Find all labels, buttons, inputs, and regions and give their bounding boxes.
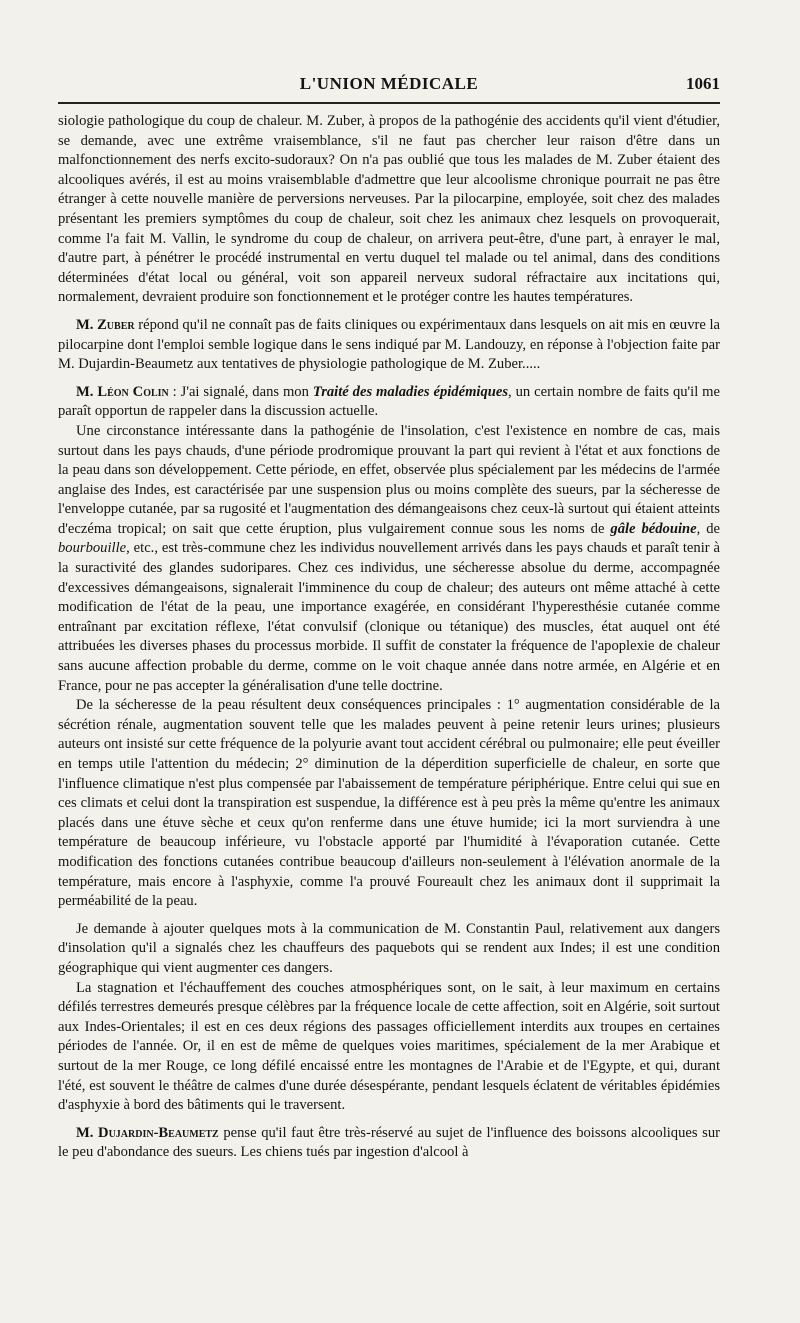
term-italic: bourbouille [58, 540, 127, 557]
paragraph-8: M. Dujardin-Beaumetz pense qu'il faut être très-réservé au sujet de l'influence des boissons alcooliques sur le peu d'abondance des sueurs. Les chiens tués par ingestion d'alcool à [58, 1124, 720, 1161]
speaker-name: M. Dujardin-Beaumetz [76, 1124, 219, 1141]
journal-title: L'UNION MÉDICALE [299, 74, 479, 93]
paragraph-6: Je demande à ajouter quelques mots à la communication de M. Constantin Paul, relativement aux dangers d'insolation qu'il a signalés chez les chauffeurs des paquebots qui se rendent aux Indes; il est une condition géographique qui vient augmenter ces dangers. [58, 920, 720, 976]
book-title: Traité des maladies épidémiques [312, 383, 509, 400]
speaker-name: M. Zuber [76, 316, 135, 333]
running-header [58, 74, 720, 98]
term-italic: gâle bédouine [610, 520, 697, 537]
paragraph-1: siologie pathologique du coup de chaleur. M. Zuber, à propos de la pathogénie des accidents qu'il vient d'étudier, se demande, avec une extrême vraisemblance, s'il ne faut pas chercher leur raison d'être dans un malfonctionnement des nerfs excito-sudoraux? On n'a pas oublié que tous les malades de M. Zuber étaient des alcooliques avérés, il est au moins vraisemblable d'admettre que leur alcoolisme chronique pourrait ne pas être étranger à cette nouvelle manière de perversions nerveuses. Par la pilocarpine, employée, soit chez des malades présentant les premiers symptômes du coup de chaleur, soit chez les animaux chez lesquels on provoquerait, comme l'a fait M. Vallin, le syndrome du coup de chaleur, on arrivera peut-être, d'une part, à enrayer le mal, d'autre part, à pénétrer le procédé instrumental en vertu duquel tel malade ou tel animal, dans des conditions déterminées d'état local ou général, voit son appareil nerveux sudoral réfractaire aux incitations qui, normalement, devraient produire son fonctionnement et le protéger contre les hautes températures. [58, 113, 720, 306]
page [58, 74, 720, 1163]
article-body [58, 112, 720, 1163]
paragraph-3: M. Léon Colin : J'ai signalé, dans mon Traité des maladies épidémiques, un certain nombre de faits qu'il me paraît opportun de rappeler dans la discussion actuelle. [58, 383, 721, 420]
page-number: 1061 [686, 74, 720, 93]
paragraph-7: La stagnation et l'échauffement des couches atmosphériques sont, on le sait, à leur maximum en certains défilés terrestres demeurés presque célèbres par la fréquence locale de cette affection, soit en Algérie, soit surtout aux Indes-Orientales; il est en ces deux régions des passages officiellement interdits aux troupes en certaines périodes de l'année. Or, il en est de même de quelques voies maritimes, spécialement de la mer Arabique et surtout de la mer Rouge, ce long défilé encaissé entre les montagnes de l'Arabie et de l'Egypte, et qui, durant l'été, est souvent le théâtre de calmes d'une durée désespérante, pendant lesquels éclatent de véritables épidémies d'asphyxie à bord des bâtiments qui le traversent. [58, 979, 720, 1114]
paragraph-4: Une circonstance intéressante dans la pathogénie de l'insolation, c'est l'existence en nombre de cas, mais surtout dans les pays chauds, d'une période prodromique prouvant la part qui revient à l'état et aux fonctions de la peau dans son développement. Cette période, en effet, observée plus spécialement par les médecins de l'armée anglaise des Indes, est caractérisée par une suspension plus ou moins complète des sueurs, par la sécheresse de l'enveloppe cutanée, par sa rugosité et l'augmentation des démangeaisons chez ceux-là surtout qui étaient atteints d'eczéma tropical; on sait que cette éruption, plus vulgairement connue sous les noms de gâle bédouine, de bourbouille, etc., est très-commune chez les individus nouvellement arrivés dans les pays chauds et paraît tenir à la suractivité des glandes sudoripares. Chez ces individus, une sécheresse absolue du derme, accompagnée d'excessives démangeaisons, signalerait l'imminence du coup de chaleur; des auteurs ont même attaché à cette modification de l'état de la peau, une importance exagérée, en considérant l'hyperesthésie cutanée comme entraînant par excitation réflexe, l'état convulsif (clonique ou tétanique) des muscles, état auquel ont été attribuées les diverses phases du processus morbide. Il suffit de constater la fréquence de l'apoplexie de chaleur sans aucune affection probable du derme, comme on le voit chaque année dans notre armée, en Algérie et en France, pour ne pas accepter la généralisation d'une telle doctrine. [58, 422, 720, 694]
header-rule [58, 102, 720, 104]
speaker-name: M. Léon Colin [76, 383, 169, 400]
paragraph-2: M. Zuber répond qu'il ne connaît pas de faits cliniques ou expérimentaux dans lesquels on ait mis en œuvre la pilocarpine dont l'emploi semble logique dans le sens indiqué par M. Landouzy, en réponse à l'objection faite par M. Dujardin-Beaumetz aux tentatives de physiologie pathologique de M. Zuber..... [58, 316, 721, 373]
paragraph-5: De la sécheresse de la peau résultent deux conséquences principales : 1° augmentation considérable de la sécrétion rénale, augmentation souvent telle que les malades peuvent à peine retenir leurs urines; plusieurs auteurs ont insisté sur cette fréquence de la polyurie avant tout accident cérébral ou pulmonaire; elle peut éveiller en temps utile l'attention du médecin; 2° diminution de la déperdition superficielle de chaleur, en sorte que l'influence climatique n'est plus compensée par l'abaissement de température périphérique. Entre celui qui sue en ces climats et celui dont la transpiration est suspendue, la différence est à peu près la même qu'entre les animaux placés dans une étuve sèche et ceux qu'on renferme dans une étuve humide; ici la mort surviendra à une température de beaucoup inférieure, vu l'obstacle apporté par l'humidité à l'évaporation cutanée. Cette modification des fonctions cutanées contribue beaucoup d'ailleurs non-seulement à l'élévation anormale de la température, mais encore à l'asphyxie, comme l'a prouvé Foureault chez les animaux dont il supprimait la perméabilité de la peau. [58, 697, 720, 910]
